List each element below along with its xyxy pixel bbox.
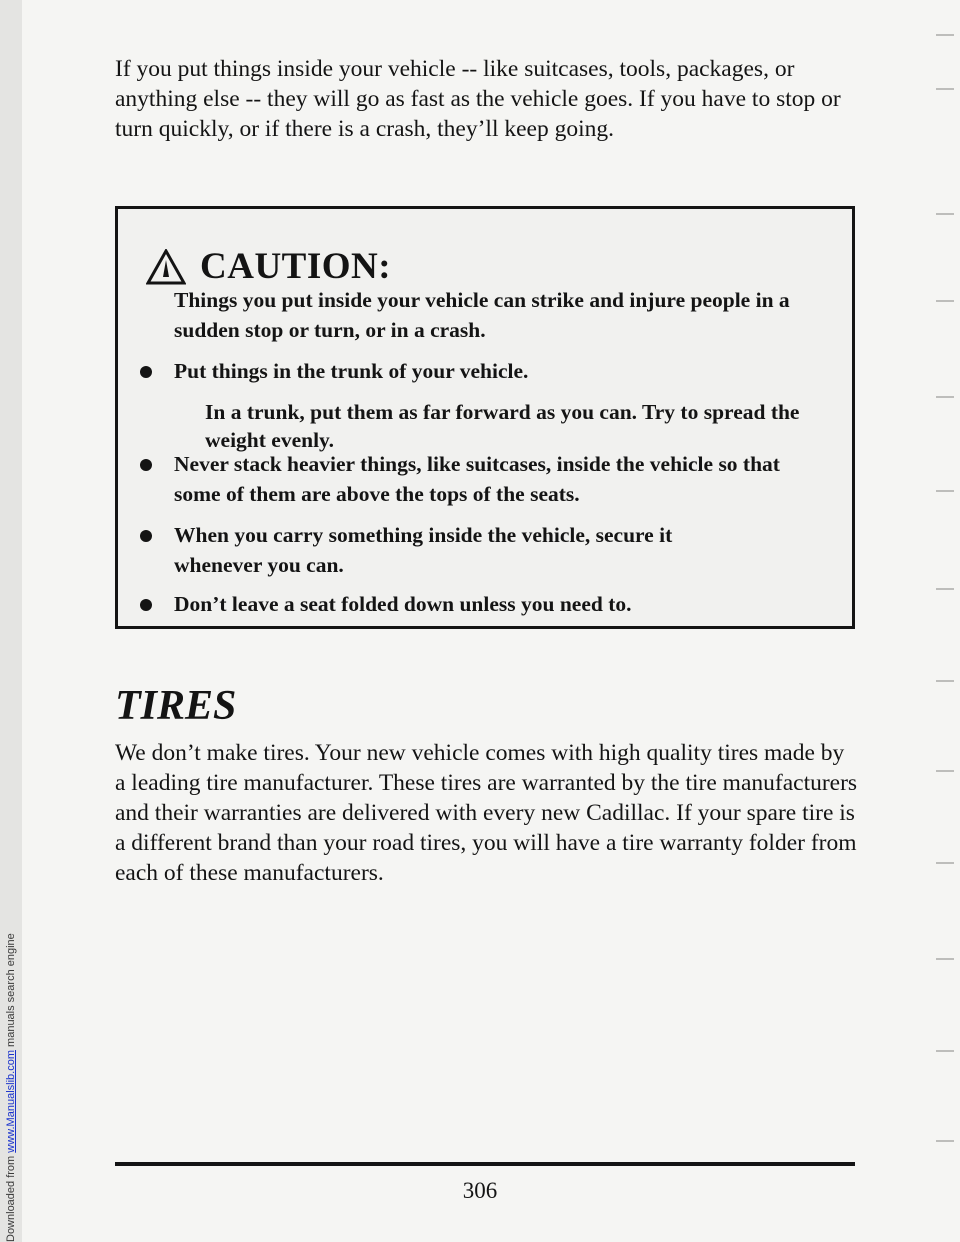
margin-tick [936,34,954,36]
intro-paragraph: If you put things inside your vehicle -- like suitcases, tools, packages, or anything else -- they will go as fast as the vehicle goes. If you have to stop or turn quickly, or if there is a crash, they’ll keep going. [115,56,841,142]
caution-bullet-4 [140,589,840,619]
bullet-dot [140,459,152,471]
caution-lead-text: Things you put inside your vehicle can strike and injure people in a sudden stop or turn, or in a crash. [174,288,790,342]
margin-tick [936,88,954,90]
page-number: 306 [462,1178,498,1203]
margin-tick [936,396,954,398]
bullet-text: Never stack heavier things, like suitcases, inside the vehicle so that some of them are above the tops of the seats. [174,452,780,506]
caution-bullet-2 [140,449,840,509]
caution-bullet-1 [140,356,840,386]
bullet-dot [140,599,152,611]
warning-triangle-icon [146,249,186,285]
bullet-dot [140,366,152,378]
download-prefix: Downloaded from [5,1152,17,1242]
margin-tick [936,490,954,492]
caution-box [115,206,855,629]
margin-tick [936,213,954,215]
margin-tick [936,770,954,772]
bullet-text: When you carry something inside the vehicle, secure it whenever you can. [174,523,673,577]
section-title: TIRES [115,683,237,729]
bullet-text: Don’t leave a seat folded down unless you need to. [174,592,632,616]
caution-header [146,245,391,288]
margin-tick [936,1140,954,1142]
margin-tick [936,958,954,960]
margin-tick [936,862,954,864]
margin-tick [936,680,954,682]
caution-bullet-3 [140,520,840,580]
margin-tick [936,300,954,302]
manualslib-link[interactable]: www.Manualslib.com [5,1050,17,1153]
tires-paragraph: We don’t make tires. Your new vehicle comes with high quality tires made by a leading tire manufacturer. These tires are warranted by the tire manufacturers and their warranties are delivered with every new Cadillac. If your spare tire is a different brand than your road tires, you will have a tire warranty folder from each of these manufacturers. [115,740,858,886]
caution-title: CAUTION: [200,246,392,287]
margin-tick [936,1050,954,1052]
download-suffix: manuals search engine [5,933,17,1051]
margin-tick [936,588,954,590]
bullet-dot [140,530,152,542]
bullet-text: Put things in the trunk of your vehicle. [174,359,529,383]
footer-rule [115,1162,855,1166]
caution-sub-text: In a trunk, put them as far forward as you can. Try to spread the weight evenly. [205,400,800,452]
